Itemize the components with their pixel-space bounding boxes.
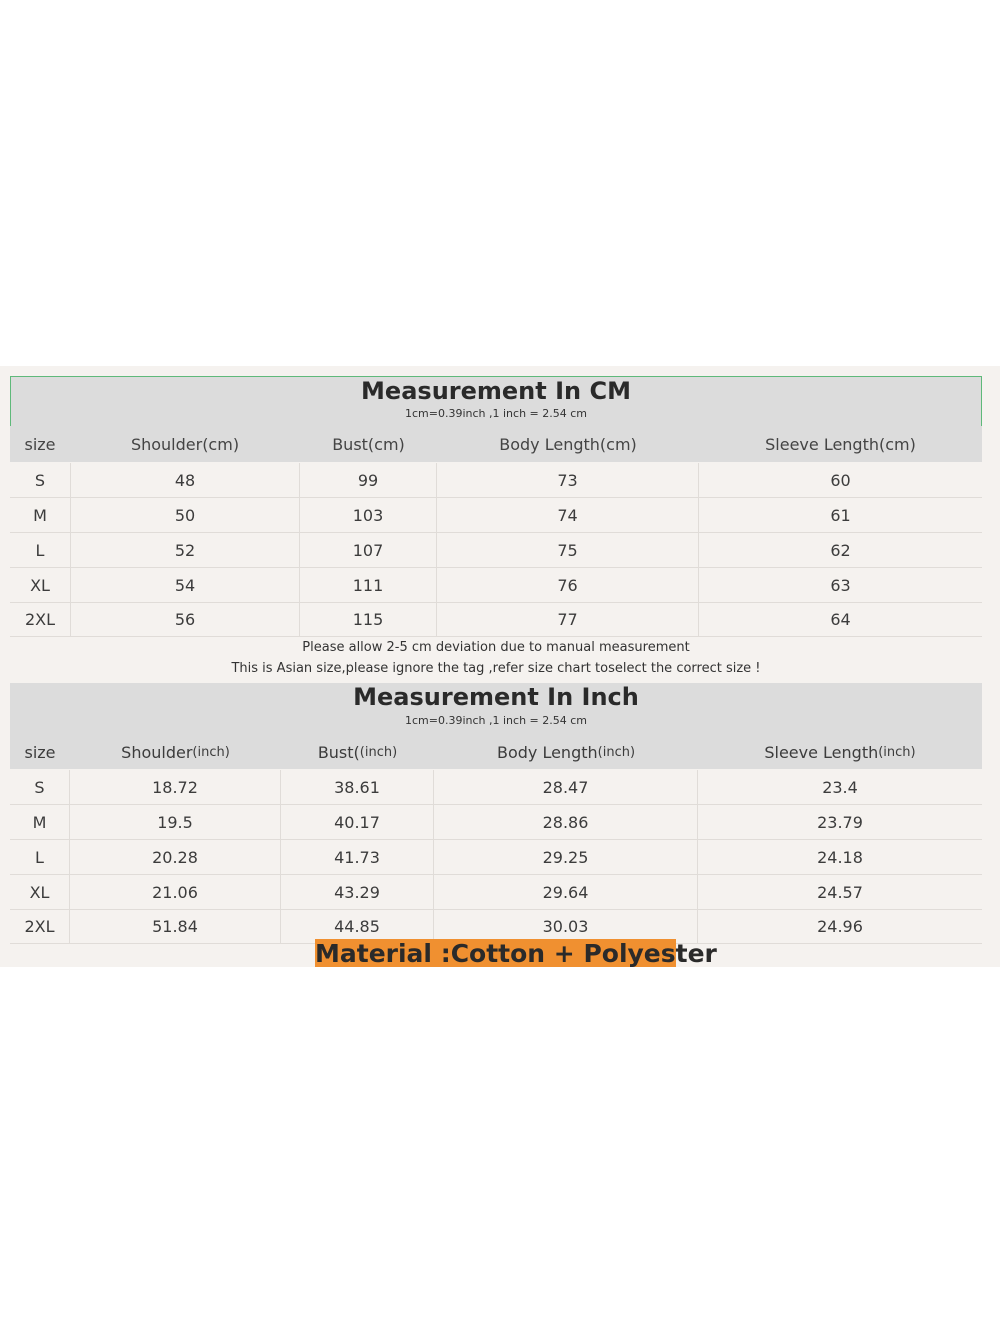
- table-row: [10, 805, 982, 840]
- body-length-cell: 75: [437, 533, 699, 567]
- bust-cell: 38.61: [281, 770, 434, 804]
- body-length-cell: 28.47: [434, 770, 698, 804]
- cm-header-row: [10, 426, 982, 462]
- sleeve-length-cell: 23.79: [817, 812, 863, 832]
- bust-cell: 44.85: [281, 909, 434, 943]
- size-cell: 2XL: [10, 602, 71, 636]
- inch-header-row: [10, 735, 982, 769]
- cm-table-subtitle: 1cm=0.39inch ,1 inch = 2.54 cm: [404, 407, 587, 420]
- sleeve-length-cell: 64: [830, 609, 851, 629]
- body-length-cell: 76: [437, 568, 699, 602]
- body-length-cell: 28.86: [434, 805, 698, 839]
- size-cell: S: [10, 463, 71, 497]
- body-length-cell: 74: [437, 498, 699, 532]
- body-length-cell: 30.03: [434, 909, 698, 943]
- body-length-cell: 29.64: [434, 875, 698, 909]
- shoulder-cell: 50: [71, 498, 300, 532]
- sleeve-length-cell: 62: [830, 540, 851, 560]
- cm-header-body-length: Body Length(cm): [499, 434, 637, 454]
- note-deviation: Please allow 2-5 cm deviation due to manual measurement: [302, 640, 690, 655]
- material-banner: Material :Cotton + Polyester: [315, 939, 717, 968]
- bust-cell: 103: [300, 498, 437, 532]
- size-cell: M: [10, 498, 71, 532]
- sleeve-length-cell: 24.96: [817, 916, 863, 936]
- inch-title-block: [10, 683, 982, 769]
- bust-cell: 40.17: [281, 805, 434, 839]
- deviation-notes: [10, 637, 982, 683]
- bust-cell: 99: [300, 463, 437, 497]
- size-cell: L: [10, 840, 70, 874]
- table-row: [10, 840, 982, 875]
- sleeve-length-cell: 63: [830, 575, 851, 595]
- cm-header-size: size: [24, 434, 56, 454]
- size-cell: XL: [10, 568, 71, 602]
- table-row: [10, 602, 982, 637]
- inch-header-body-length: Body Length (inch): [496, 742, 636, 762]
- shoulder-cell: 18.72: [70, 770, 281, 804]
- body-length-cell: 77: [437, 602, 699, 636]
- size-cell: XL: [10, 875, 70, 909]
- inch-header-size: size: [24, 742, 56, 762]
- size-cell: 2XL: [10, 909, 70, 943]
- inch-header-shoulder: Shoulder (inch): [121, 742, 230, 762]
- inch-table-title: Measurement In Inch: [353, 683, 639, 711]
- shoulder-cell: 54: [71, 568, 300, 602]
- body-length-cell: 73: [437, 463, 699, 497]
- shoulder-cell: 52: [71, 533, 300, 567]
- bust-cell: 43.29: [281, 875, 434, 909]
- table-row: [10, 770, 982, 805]
- sleeve-length-cell: 24.18: [817, 847, 863, 867]
- shoulder-cell: 21.06: [70, 875, 281, 909]
- bust-cell: 115: [300, 602, 437, 636]
- inch-table-subtitle: 1cm=0.39inch ,1 inch = 2.54 cm: [404, 714, 587, 727]
- table-row: [10, 463, 982, 498]
- sleeve-length-cell: 61: [830, 505, 851, 525]
- inch-header-bust: Bust( (inch): [317, 742, 398, 762]
- table-row: [10, 498, 982, 533]
- cm-header-sleeve-length: Sleeve Length(cm): [765, 434, 916, 454]
- note-asian-size: This is Asian size,please ignore the tag ,refer size chart toselect the correct size !: [231, 661, 761, 676]
- shoulder-cell: 48: [71, 463, 300, 497]
- inch-header-sleeve-length: Sleeve Length (inch): [764, 742, 916, 762]
- sleeve-length-cell: 24.57: [817, 882, 863, 902]
- size-cell: L: [10, 533, 71, 567]
- bust-cell: 111: [300, 568, 437, 602]
- shoulder-cell: 20.28: [70, 840, 281, 874]
- bust-cell: 41.73: [281, 840, 434, 874]
- table-row: [10, 875, 982, 910]
- size-cell: S: [10, 770, 70, 804]
- table-row: [10, 568, 982, 603]
- sleeve-length-cell: 23.4: [822, 777, 858, 797]
- size-cell: M: [10, 805, 70, 839]
- body-length-cell: 29.25: [434, 840, 698, 874]
- cm-title-box: [10, 376, 982, 427]
- sleeve-length-cell: 60: [830, 470, 851, 490]
- cm-header-shoulder: Shoulder(cm): [130, 434, 240, 454]
- cm-header-bust: Bust(cm): [332, 434, 405, 454]
- shoulder-cell: 56: [71, 602, 300, 636]
- table-row: [10, 533, 982, 568]
- cm-table-title: Measurement In CM: [361, 377, 631, 405]
- shoulder-cell: 19.5: [70, 805, 281, 839]
- bust-cell: 107: [300, 533, 437, 567]
- shoulder-cell: 51.84: [70, 909, 281, 943]
